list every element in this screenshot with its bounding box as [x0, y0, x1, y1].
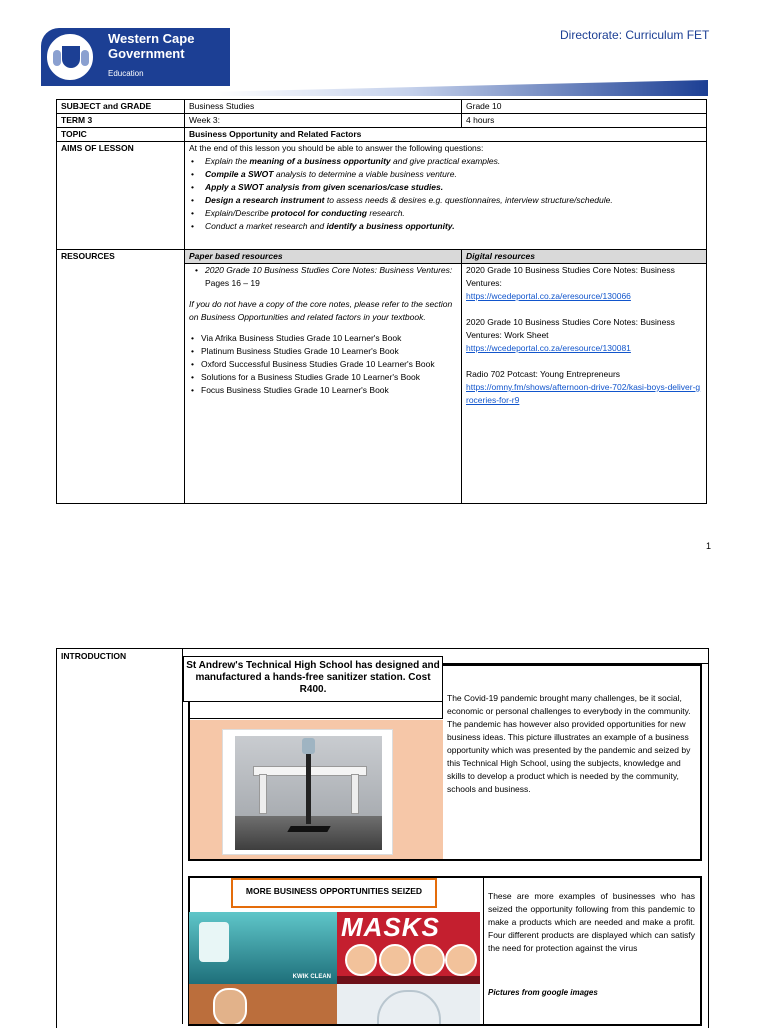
- paper-resources: [185, 264, 462, 504]
- aims-cell: [185, 142, 707, 250]
- opportunities-title: MORE BUSINESS OPPORTUNITIES SEIZED: [231, 878, 437, 908]
- opportunities-divider: [483, 877, 484, 1024]
- intro-paragraph: The Covid-19 pandemic brought many challenges, be it social, economic or personal challenges to everybody in the community. The pandemic has however also provided opportunities for new business ideas. This picture illustrates an example of a business opportunity which was presented by the pandemic and seized by this Technical High School, using the subjects, knowledge and skills to develop a product which is needed by the community, schools and business.: [447, 693, 691, 794]
- lesson-table: [56, 99, 707, 504]
- paper-heading: Paper based resources: [185, 250, 462, 264]
- logo-line-3: Education: [108, 69, 144, 78]
- logo-line-1: Western Cape: [108, 31, 195, 46]
- visor-image: [337, 984, 480, 1024]
- aim-item: • Apply a SWOT analysis from given scenarios/case studies.: [205, 181, 702, 194]
- topic-label: TOPIC: [57, 128, 185, 142]
- pictures-credit: Pictures from google images: [488, 988, 598, 997]
- digital-1-link[interactable]: https://wcedeportal.co.za/eresource/130066: [466, 291, 631, 301]
- list-item: [205, 264, 457, 290]
- book-item: • Oxford Successful Business Studies Grade 10 Learner's Book: [201, 358, 457, 371]
- sanitizer-caption: St Andrew's Technical High School has designed and manufactured a hands-free sanitizer station. Cost R400.: [183, 656, 443, 702]
- aims-list: [189, 155, 702, 233]
- coat-of-arms-icon: [45, 32, 95, 82]
- intro-divider: [182, 648, 183, 1024]
- table-row: [57, 114, 707, 128]
- sanitizer-station-photo: [222, 729, 393, 855]
- masks-image: [337, 912, 480, 984]
- book-item: • Via Afrika Business Studies Grade 10 Learner's Book: [201, 332, 457, 345]
- table-row: [57, 250, 707, 264]
- core-notes-list: [193, 264, 457, 290]
- table-row: [57, 142, 707, 250]
- clean-word: KWIK CLEAN: [292, 974, 331, 980]
- aim-item: • Explain/Describe protocol for conducting research.: [205, 207, 702, 220]
- book-item: • Focus Business Studies Grade 10 Learner's Book: [201, 384, 457, 397]
- aim-item: • Design a research instrument to assess needs & desires e.g. questionnaires, interview structure/schedule.: [205, 194, 702, 207]
- topic-value: Business Opportunity and Related Factors: [185, 128, 707, 142]
- sanitizer-product-image: [189, 912, 337, 984]
- directorate-title: Directorate: Curriculum FET: [560, 28, 710, 42]
- digital-3-text: Radio 702 Potcast: Young Entrepreneurs: [466, 369, 621, 379]
- digital-resources: [462, 264, 707, 504]
- digital-1-text: 2020 Grade 10 Business Studies Core Notes: Business Ventures:: [466, 265, 675, 288]
- core-notes-pages: Pages 16 – 19: [205, 278, 260, 288]
- aim-item: • Compile a SWOT analysis to determine a viable business venture.: [205, 168, 702, 181]
- books-list: [189, 332, 457, 397]
- face-shield-person-image: [189, 984, 337, 1024]
- aim-item: • Explain the meaning of a business opportunity and give practical examples.: [205, 155, 702, 168]
- aims-label: AIMS OF LESSON: [57, 142, 185, 250]
- book-item: • Platinum Business Studies Grade 10 Learner's Book: [201, 345, 457, 358]
- term-value: Week 3:: [185, 114, 462, 128]
- page-number: 1: [706, 541, 712, 551]
- grade-value: Grade 10: [462, 100, 707, 114]
- core-notes-title: 2020 Grade 10 Business Studies Core Notes: Business Ventures:: [205, 265, 453, 275]
- logo-line-2: Government: [108, 46, 185, 61]
- digital-3-link[interactable]: https://omny.fm/shows/afternoon-drive-702/kasi-boys-deliver-groceries-for-r9: [466, 382, 701, 405]
- digital-heading: Digital resources: [462, 250, 707, 264]
- digital-2-text: 2020 Grade 10 Business Studies Core Notes: Business Ventures: Work Sheet: [466, 317, 675, 340]
- table-row: [57, 128, 707, 142]
- opportunities-text: These are more examples of businesses who has seized the opportunity following from this pandemic to make a products which are needed and make a profit. Four different products are displayed which can satisfy the need for protection against the virus: [488, 891, 695, 953]
- subject-value: Business Studies: [185, 100, 462, 114]
- digital-2-link[interactable]: https://wcedeportal.co.za/eresource/130081: [466, 343, 631, 353]
- resources-label: RESOURCES: [57, 250, 185, 504]
- subject-label: SUBJECT and GRADE: [57, 100, 185, 114]
- aim-item: • Conduct a market research and identify a business opportunity.: [205, 220, 702, 233]
- book-item: • Solutions for a Business Studies Grade 10 Learner's Book: [201, 371, 457, 384]
- hours-value: 4 hours: [462, 114, 707, 128]
- paper-note: If you do not have a copy of the core notes, please refer to the section on Business Opportunities and related factors in your textbook.: [189, 299, 453, 322]
- western-cape-logo: [41, 28, 230, 86]
- masks-word: MASKS: [341, 912, 440, 942]
- term-label: TERM 3: [57, 114, 185, 128]
- aims-intro: At the end of this lesson you should be able to answer the following questions:: [189, 143, 484, 153]
- caption-underbox: [188, 702, 443, 719]
- table-row: [57, 100, 707, 114]
- intro-label: INTRODUCTION: [61, 651, 127, 661]
